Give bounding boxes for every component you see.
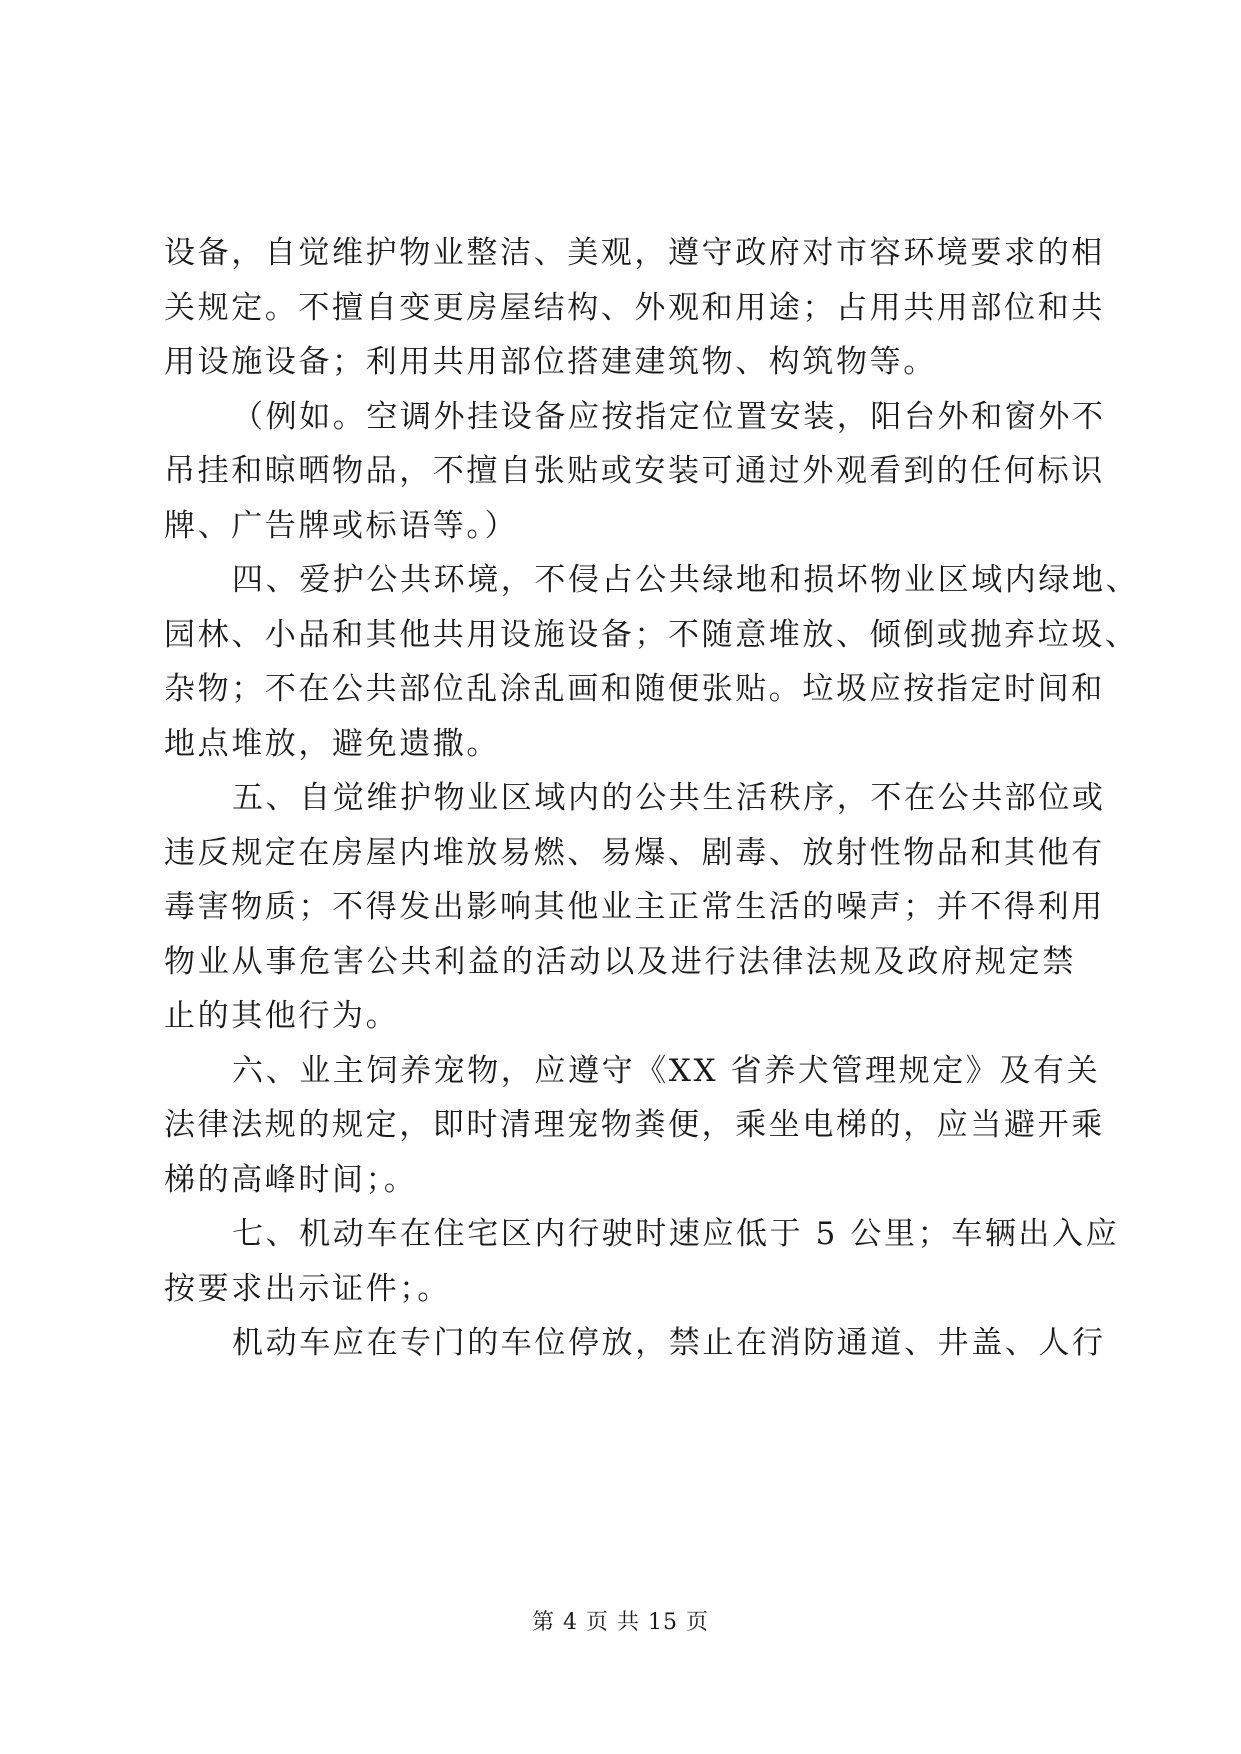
text-line: 四、爱护公共环境，不侵占公共绿地和损坏物业区域内绿地、 [232, 562, 1140, 598]
text-line: 六、业主饲养宠物，应遵守《XX 省养犬管理规定》及有关 [232, 1052, 1101, 1089]
text-line: 机动车应在专门的车位停放，禁止在消防通道、井盖、人行 [232, 1325, 1106, 1361]
text-line: 物业从事危害公共利益的活动以及进行法律法规及政府规定禁 [164, 943, 1076, 980]
page-number-footer: 第 4 页 共 15 页 [532, 1610, 709, 1635]
paragraph-item-five [164, 771, 1106, 1044]
text-line: 按要求出示证件；。 [164, 1270, 451, 1307]
text-line: 违反规定在房屋内堆放易燃、易爆、剧毒、放射性物品和其他有 [164, 834, 1105, 871]
paragraph-item-six [164, 1044, 1105, 1208]
text-line: 关规定。不擅自变更房屋结构、外观和用途；占用共用部位和共 [164, 289, 1105, 326]
text-line: 法律法规的规定，即时清理宠物粪便，乘坐电梯的，应当避开乘 [164, 1107, 1105, 1143]
text-line: 杂物；不在公共部位乱涂乱画和随便张贴。垃圾应按指定时间和 [164, 671, 1105, 707]
text-line: 吊挂和晾晒物品，不擅自张贴或安装可通过外观看到的任何标识 [164, 453, 1105, 489]
paragraph-parking [164, 1316, 1106, 1371]
paragraph-item-four [164, 553, 1140, 771]
text-line: 设备，自觉维护物业整洁、美观，遵守政府对市容环境要求的相 [164, 235, 1105, 271]
paragraph-example [164, 390, 1106, 554]
document-body [164, 226, 1140, 1371]
text-line: 梯的高峰时间；。 [164, 1161, 418, 1198]
text-line: 用设施设备；利用共用部位搭建建筑物、构筑物等。 [164, 344, 937, 380]
text-line: 牌、广告牌或标语等。） [164, 507, 519, 544]
text-line: 七、机动车在住宅区内行驶时速应低于 5 公里；车辆出入应 [232, 1216, 1120, 1252]
text-line: （例如。空调外挂设备应按指定位置安装，阳台外和窗外不 [232, 398, 1106, 435]
text-line: 毒害物质；不得发出影响其他业主正常生活的噪声；并不得利用 [164, 889, 1105, 925]
paragraph-item-seven [164, 1207, 1120, 1316]
text-line: 地点堆放，避免遗撒。 [164, 725, 500, 762]
paragraph-continued [164, 226, 1105, 390]
text-line: 止的其他行为。 [164, 998, 400, 1034]
text-line: 园林、小品和其他共用设施设备；不随意堆放、倾倒或抛弃垃圾、 [164, 616, 1139, 653]
text-line: 五、自觉维护物业区域内的公共生活秩序，不在公共部位或 [232, 780, 1106, 816]
